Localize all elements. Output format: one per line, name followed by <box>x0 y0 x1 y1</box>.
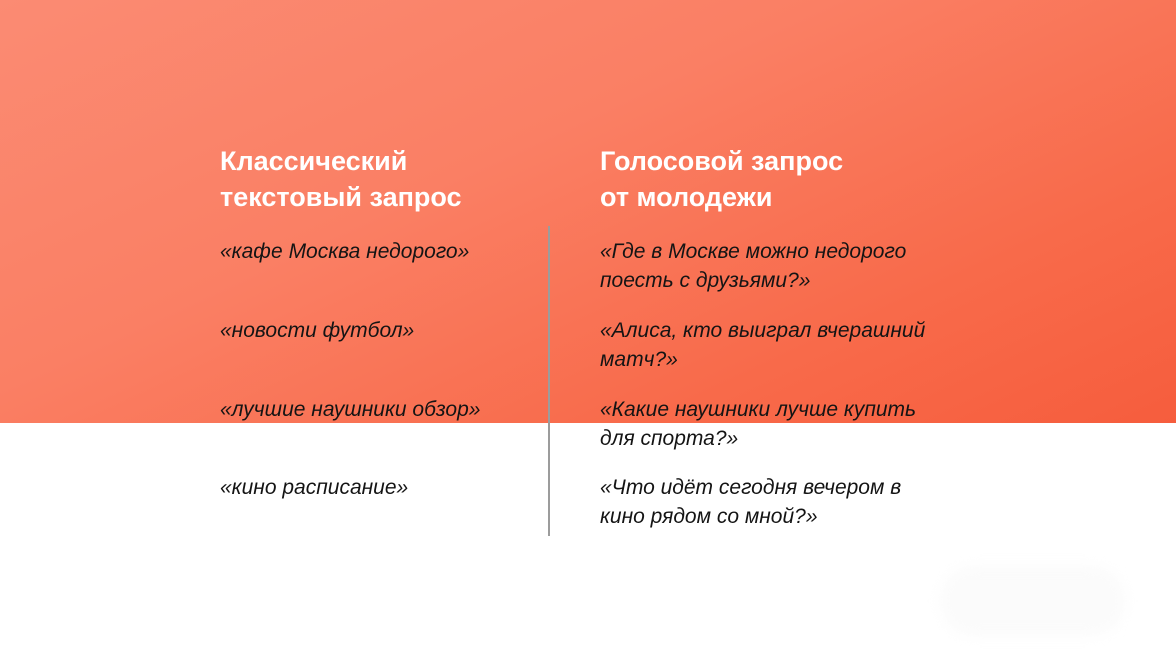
faint-watermark-shape <box>940 566 1125 636</box>
heading-classic-query: Классический текстовый запрос <box>220 146 462 212</box>
classic-query-2: «новости футбол» <box>220 319 415 342</box>
voice-query-4: «Что идёт сегодня вечером в кино рядом со мной?» <box>600 476 902 528</box>
column-divider <box>548 226 550 536</box>
voice-query-1: «Где в Москве можно недорого поесть с друзьями?» <box>600 240 907 292</box>
heading-voice-query: Голосовой запрос от молодежи <box>600 146 844 212</box>
classic-query-1: «кафе Москва недорого» <box>220 240 470 263</box>
voice-query-3: «Какие наушники лучше купить для спорта?» <box>600 398 917 450</box>
voice-query-2: «Алиса, кто выиграл вчерашний матч?» <box>600 319 926 371</box>
classic-query-3: «лучшие наушники обзор» <box>220 398 481 421</box>
classic-query-4: «кино расписание» <box>220 476 409 499</box>
